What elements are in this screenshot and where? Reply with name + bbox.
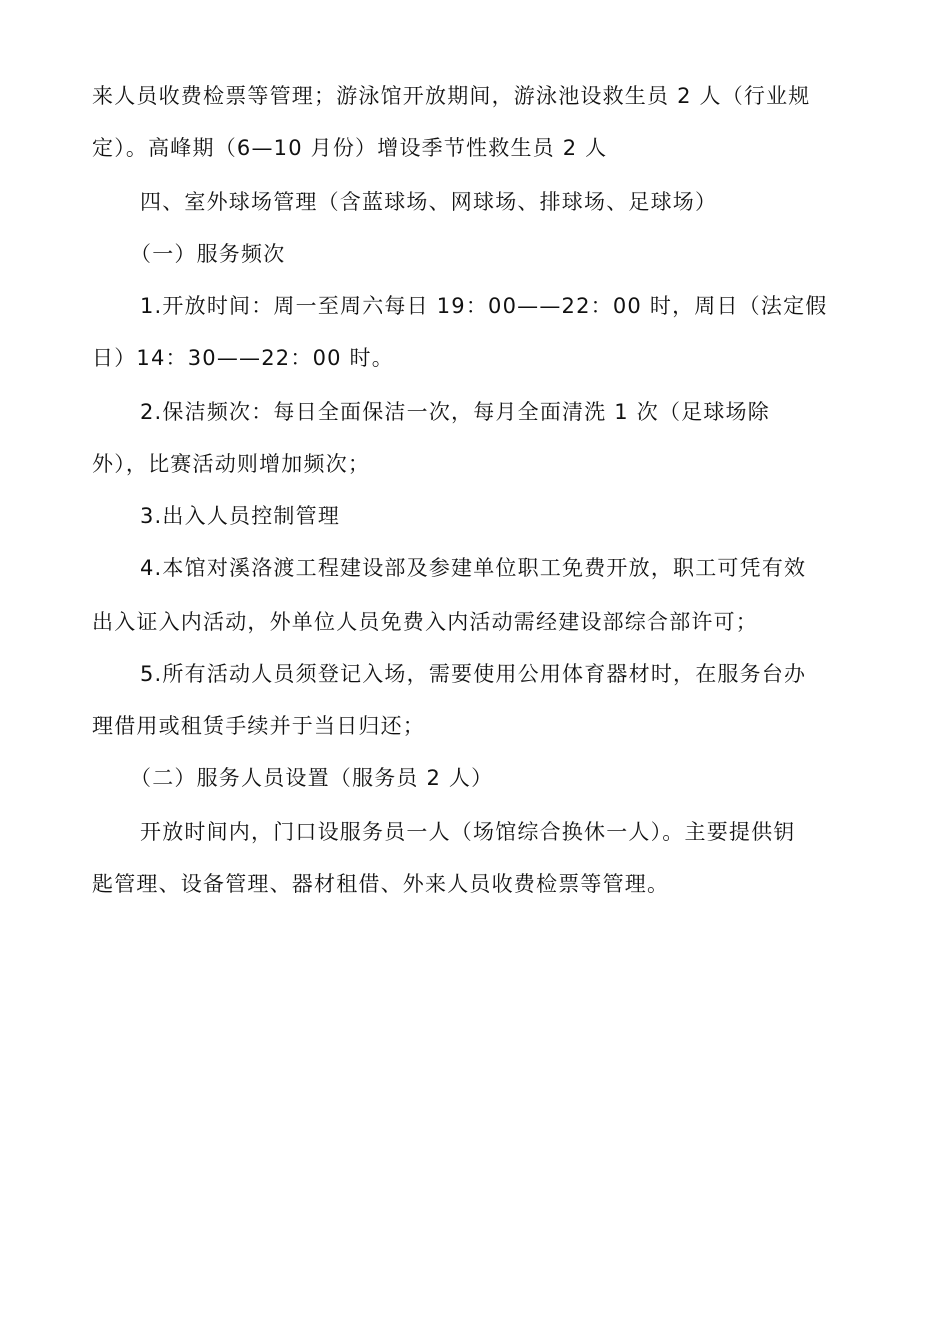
paragraph-line: 日）14：30——22：00 时。 (92, 346, 394, 370)
paragraph-line: 来人员收费检票等管理；游泳馆开放期间，游泳池设救生员 2 人（行业规 (92, 84, 811, 108)
paragraph-line: 3.出入人员控制管理 (140, 504, 341, 528)
paragraph-line: 定）。高峰期（6—10 月份）增设季节性救生员 2 人 (92, 136, 608, 160)
subsection-heading: （一）服务频次 (130, 242, 286, 266)
paragraph-line: 外），比赛活动则增加频次； (92, 452, 371, 476)
section-heading: 四、室外球场管理（含蓝球场、网球场、排球场、足球场） (140, 190, 718, 214)
paragraph-line: 1.开放时间：周一至周六每日 19：00——22：00 时，周日（法定假 (140, 294, 828, 318)
paragraph-line: 理借用或租赁手续并于当日归还； (92, 714, 425, 738)
paragraph-line: 开放时间内，门口设服务员一人（场馆综合换休一人）。主要提供钥 (140, 820, 796, 844)
paragraph-line: 4.本馆对溪洛渡工程建设部及参建单位职工免费开放，职工可凭有效 (140, 556, 807, 580)
paragraph-line: 5.所有活动人员须登记入场，需要使用公用体育器材时，在服务台办 (140, 662, 807, 686)
paragraph-line: 2.保洁频次：每日全面保洁一次，每月全面清洗 1 次（足球场除 (140, 400, 770, 424)
paragraph-line: 匙管理、设备管理、器材租借、外来人员收费检票等管理。 (92, 872, 670, 896)
paragraph-line: 出入证入内活动，外单位人员免费入内活动需经建设部综合部许可； (92, 610, 758, 634)
subsection-heading: （二）服务人员设置（服务员 2 人） (130, 766, 494, 790)
